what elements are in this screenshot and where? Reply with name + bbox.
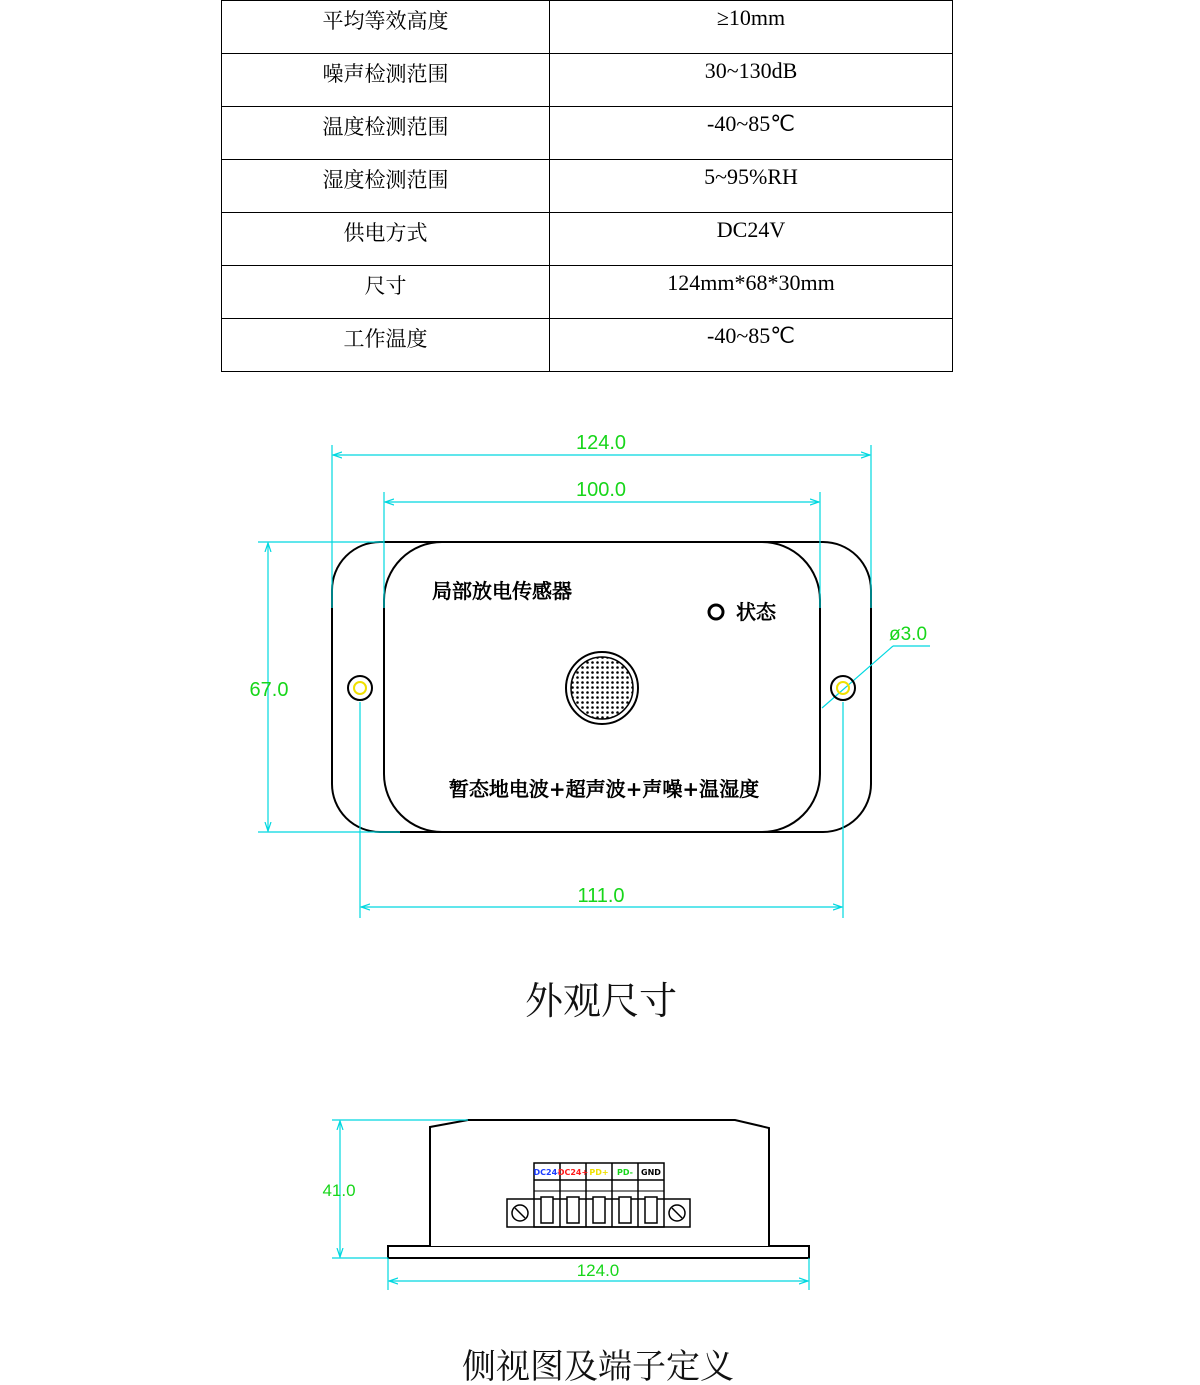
dim-inner-width: 100.0	[575, 479, 627, 501]
side-view	[322, 1120, 809, 1385]
spec-value: -40~85℃	[550, 319, 953, 372]
terminal-label-gnd: GND	[641, 1168, 661, 1177]
front-view-caption: 外观尺寸	[524, 979, 678, 1023]
mounting-hole-left	[348, 676, 372, 700]
ultrasonic-sensor-icon	[566, 652, 638, 724]
leader-line-hole	[822, 646, 893, 708]
side-view-caption: 侧视图及端子定义	[462, 1347, 734, 1385]
dim-height: 67.0	[249, 679, 289, 701]
mounting-hole-right	[831, 676, 855, 700]
base-plate-outline	[388, 1246, 809, 1258]
spec-value: -40~85℃	[550, 107, 953, 160]
device-title: 局部放电传感器	[432, 579, 572, 603]
spec-value: 5~95%RH	[550, 160, 953, 213]
front-view	[250, 432, 930, 1023]
terminal-label-dc24-plus: DC24+	[557, 1168, 589, 1177]
spec-name: 温度检测范围	[222, 107, 550, 160]
spec-value: 30~130dB	[550, 54, 953, 107]
dim-side-height: 41.0	[322, 1181, 356, 1200]
dim-side-width: 124.0	[576, 1261, 620, 1280]
spec-value: ≥10mm	[550, 1, 953, 54]
spec-name: 尺寸	[222, 266, 550, 319]
spec-value: DC24V	[550, 213, 953, 266]
spec-name: 供电方式	[222, 213, 550, 266]
features-label: 暂态地电波+超声波+声噪+温湿度	[448, 777, 760, 801]
dim-hole-diameter: ø3.0	[889, 624, 928, 645]
spec-name: 工作温度	[222, 319, 550, 372]
terminal-label-dc24-minus: DC24-	[533, 1168, 561, 1177]
spec-name: 噪声检测范围	[222, 54, 550, 107]
dim-overall-width: 124.0	[575, 432, 627, 454]
spec-value: 124mm*68*30mm	[550, 266, 953, 319]
spec-name: 平均等效高度	[222, 1, 550, 54]
dim-hole-spacing: 111.0	[577, 885, 625, 907]
spec-name: 湿度检测范围	[222, 160, 550, 213]
terminal-label-pd-plus: PD+	[589, 1168, 609, 1177]
status-label: 状态	[736, 600, 776, 624]
terminal-label-pd-minus: PD-	[617, 1168, 633, 1177]
